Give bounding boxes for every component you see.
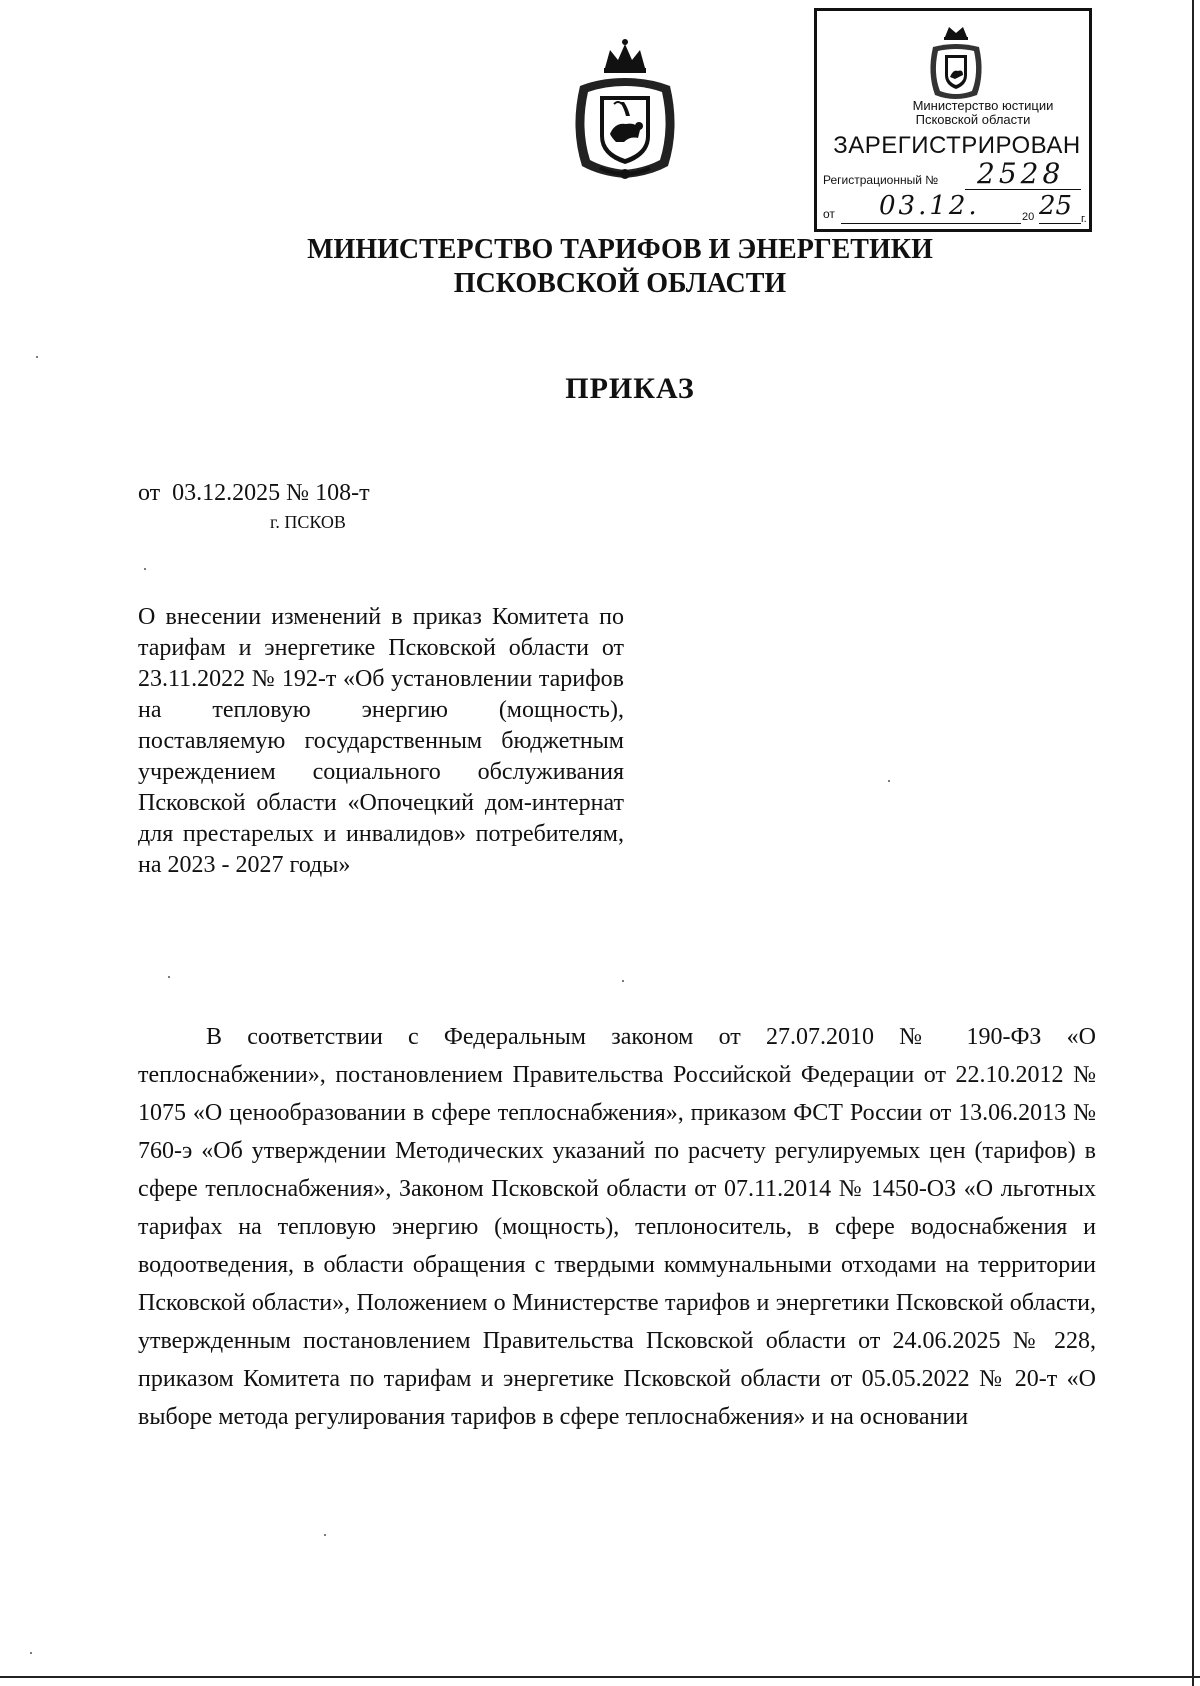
stamp-reg-number: 2528 [977,157,1065,190]
registration-stamp [814,8,1092,232]
stamp-date-line [841,223,1021,224]
ministry-title [0,233,1200,301]
stamp-reg-label: Регистрационный № [823,173,939,187]
subject-text: О внесении изменений в приказ Комитета по тарифам и энергетике Псковской области от 23.11.2022 № 192-т «Об установлении тарифов на тепловую энергию (мощность), поставляемую государственным бюджетным учреждением социального обслуживания Псковской области «Опочецкий дом-интернат для престарелых и инвалидов» потребителям, на 2023 - 2027 годы» [138,604,624,878]
stamp-org-line1: Министерство юстиции [912,98,1054,113]
body-paragraph: В соответствии с Федеральным законом от 27.07.2010 № 190-ФЗ «О теплоснабжении», постановлением Правительства Российской Федерации от 22.10.2012 № 1075 «О ценообразовании в сфере теплоснабжения», приказом ФСТ России от 13.06.2013 № 760-э «Об утверждении Методических указаний по расчету регулируемых цен (тарифов) в сфере теплоснабжения», Законом Псковской области от 07.11.2014 № 1450-ОЗ «О льготных тарифах на тепловую энергию (мощность), теплоноситель, в сфере водоснабжения и водоотведения, в области обращения с твердыми коммунальными отходами на территории Псковской области», Положением о Министерстве тарифов и энергетики Псковской области, утвержденным постановлением Правительства Псковской области от 24.06.2025 № 228, приказом Комитета по тарифам и энергетике Псковской области от 05.05.2022 № 20-т «О выборе метода регулирования тарифов в сфере теплоснабжения» и на основании [138,1024,1096,1430]
scan-speck [324,1534,326,1536]
stamp-year-value: 25 [1039,191,1073,221]
document-city: г. ПСКОВ [270,512,346,532]
coat-of-arms-icon [560,38,690,183]
stamp-title: ЗАРЕГИСТРИРОВАН [833,132,1081,159]
stamp-emblem-icon [925,23,987,103]
document-date-number: от 03.12.2025 № 108-т [138,480,370,506]
stamp-org-line2: Псковской области [915,112,1031,127]
stamp-date-value: 03.12. [879,191,980,221]
ministry-title-line1: МИНИСТЕРСТВО ТАРИФОВ И ЭНЕРГЕТИКИ [307,234,933,265]
scan-speck [30,1652,32,1654]
document-subject [138,602,624,881]
page-border-bottom [0,1676,1200,1678]
stamp-year-suffix: г. [1081,213,1087,225]
document-type: ПРИКАЗ [565,372,695,405]
scan-speck [168,976,170,978]
scan-speck [36,356,38,358]
stamp-date-label: от [823,207,835,221]
scan-speck [144,568,146,570]
ministry-title-line2: ПСКОВСКОЙ ОБЛАСТИ [453,268,787,299]
scan-speck [622,980,624,982]
stamp-year-prefix: 20 [1022,211,1035,223]
scan-speck [888,780,890,782]
stamp-year-line [1039,223,1081,224]
